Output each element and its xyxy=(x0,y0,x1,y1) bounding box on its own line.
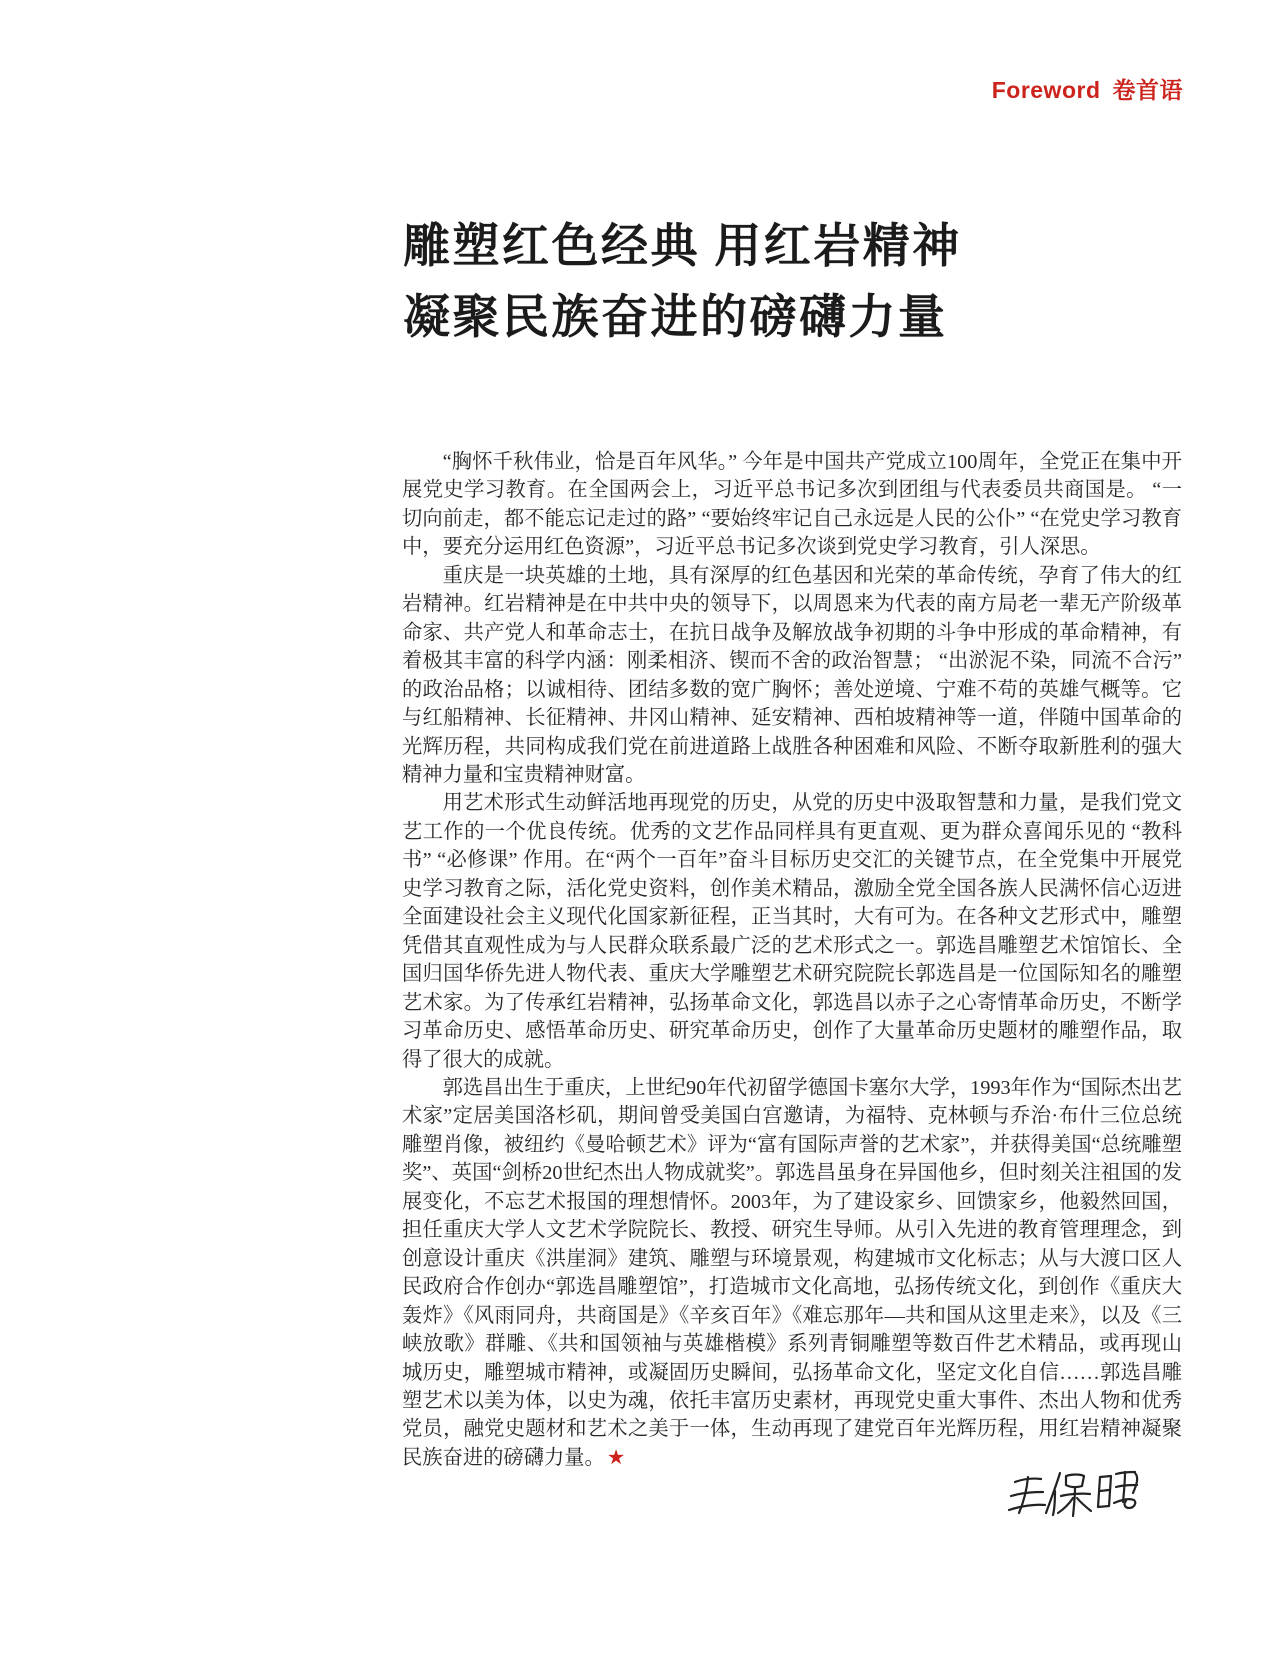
article-title xyxy=(403,212,1103,354)
foreword-label-zh: 卷首语 xyxy=(1112,77,1183,103)
foreword-header xyxy=(992,72,1183,105)
signature-icon xyxy=(1003,1460,1141,1524)
article-body xyxy=(402,448,1182,1472)
paragraph-4 xyxy=(402,1074,1182,1472)
paragraph-2: 重庆是一块英雄的土地，具有深厚的红色基因和光荣的革命传统，孕育了伟大的红岩精神。红岩精神是在中共中央的领导下，以周恩来为代表的南方局老一辈无产阶级革命家、共产党人和革命志士，在抗日战争及解放战争初期的斗争中形成的革命精神，有着极其丰富的科学内涵：刚柔相济、锲而不舍的政治智慧； “出淤泥不染，同流不合污” 的政治品格；以诚相待、团结多数的宽广胸怀；善处逆境、宁难不苟的英雄气概等。它与红船精神、长征精神、井冈山精神、延安精神、西柏坡精神等一道，伴随中国革命的光辉历程，共同构成我们党在前进道路上战胜各种困难和风险、不断夺取新胜利的强大精神力量和宝贵精神财富。 xyxy=(402,564,1182,786)
foreword-label-en: Foreword xyxy=(991,77,1101,103)
paragraph-4-text: 郭选昌出生于重庆，上世纪90年代初留学德国卡塞尔大学，1993年作为“国际杰出艺术家”定居美国洛杉矶，期间曾受美国白宫邀请，为福特、克林顿与乔治·布什三位总统雕塑肖像，被纽约《曼哈顿艺术》评为“富有国际声誉的艺术家”，并获得美国“总统雕塑奖”、英国“剑桥20世纪杰出人物成就奖”。郭选昌虽身在异国他乡，但时刻关注祖国的发展变化，不忘艺术报国的理想情怀。2003年，为了建设家乡、回馈家乡，他毅然回国，担任重庆大学人文艺术学院院长、教授、研究生导师。从引入先进的教育管理理念，到创意设计重庆《洪崖洞》建筑、雕塑与环境景观，构建城市文化标志；从与大渡口区人民政府合作创办“郭选昌雕塑馆”，打造城市文化高地，弘扬传统文化，到创作《重庆大轰炸》《风雨同舟，共商国是》《辛亥百年》《难忘那年—共和国从这里走来》，以及《三峡放歌》群雕、《共和国领袖与英雄楷模》系列青铜雕塑等数百件艺术精品，或再现山城历史，雕塑城市精神，或凝固历史瞬间，弘扬革命文化，坚定文化自信……郭选昌雕塑艺术以美为体，以史为魂，依托丰富历史素材，再现党史重大事件、杰出人物和优秀党员，融党史题材和艺术之美于一体，生动再现了建党百年光辉历程，用红岩精神凝聚民族奋进的磅礴力量。 xyxy=(402,1076,1182,1469)
article-title-line1: 雕塑红色经典 用红岩精神 xyxy=(403,221,962,273)
article-title-line2: 凝聚民族奋进的磅礴力量 xyxy=(403,292,948,344)
signature-handwriting xyxy=(1003,1460,1141,1524)
paragraph-1: “胸怀千秋伟业，恰是百年风华。” 今年是中国共产党成立100周年，全党正在集中开展党史学习教育。在全国两会上，习近平总书记多次到团组与代表委员共商国是。 “一切向前走，都不能忘记走过的路” “要始终牢记自己永远是人民的公仆” “在党史学习教育中，要充分运用红色资源”，习近平总书记多次谈到党史学习教育，引人深思。 xyxy=(402,451,1182,559)
red-star-icon: ★ xyxy=(606,1446,626,1469)
paragraph-3: 用艺术形式生动鲜活地再现党的历史，从党的历史中汲取智慧和力量，是我们党文艺工作的一个优良传统。优秀的文艺作品同样具有更直观、更为群众喜闻乐见的 “教科书” “必修课” 作用。在“两个一百年”奋斗目标历史交汇的关键节点，在全党集中开展党史学习教育之际，活化党史资料，创作美术精品，激励全党全国各族人民满怀信心迈进全面建设社会主义现代化国家新征程，正当其时，大有可为。在各种文艺形式中，雕塑凭借其直观性成为与人民群众联系最广泛的艺术形式之一。郭选昌雕塑艺术馆馆长、全国归国华侨先进人物代表、重庆大学雕塑艺术研究院院长郭选昌是一位国际知名的雕塑艺术家。为了传承红岩精神，弘扬革命文化，郭选昌以赤子之心寄情革命历史，不断学习革命历史、感悟革命历史、研究革命历史，创作了大量革命历史题材的雕塑作品，取得了很大的成就。 xyxy=(402,792,1182,1071)
